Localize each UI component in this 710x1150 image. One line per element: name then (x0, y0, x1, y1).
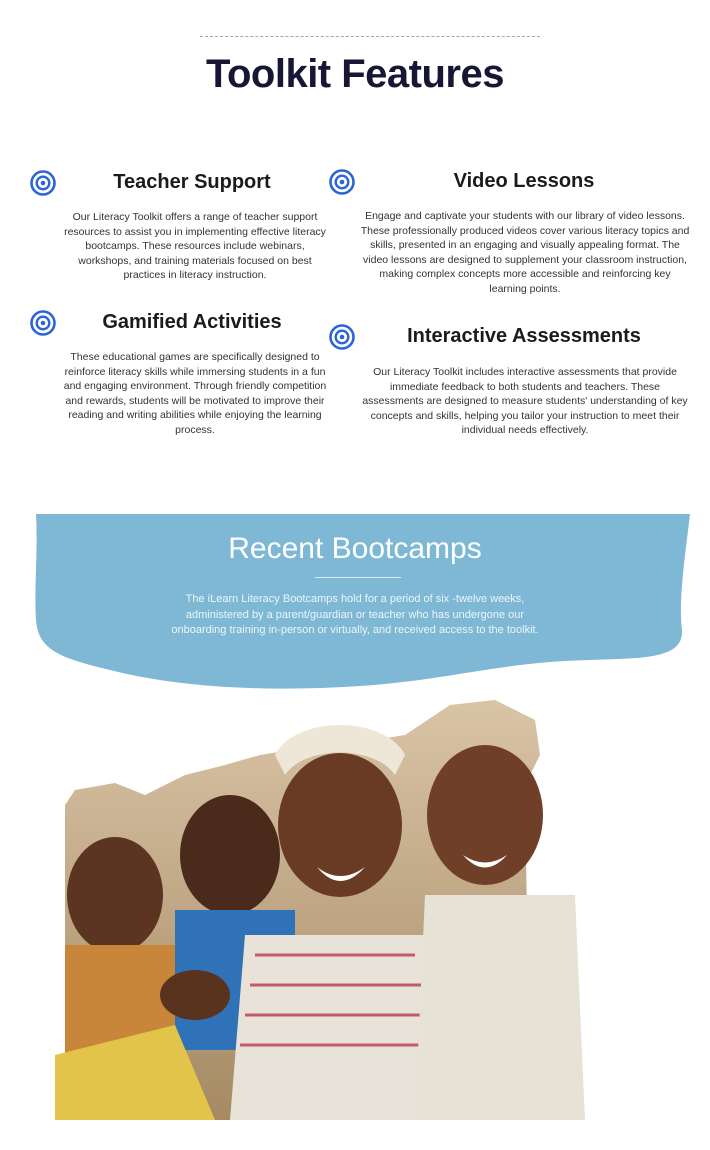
feature-title: Interactive Assessments (407, 325, 641, 347)
children-photo (55, 695, 585, 1120)
target-icon (329, 169, 355, 195)
target-icon (329, 324, 355, 350)
top-divider (200, 36, 540, 37)
feature-description: Our Literacy Toolkit offers a range of teacher support resources to assist you in implementing effective literacy bootcamps. These resources include webinars, workshops, and training materials focused on best practices in literacy instruction. (64, 211, 326, 282)
bootcamps-divider (315, 577, 401, 578)
feature-description: Engage and captivate your students with our library of video lessons. These professionally produced videos cover various literacy topics and skills, presented in an engaging and visually appealing format. The video lessons are designed to supplement your classroom instruction, making complex concepts more accessible and reinforcing key learning points. (360, 210, 690, 295)
bootcamps-description: The iLearn Literacy Bootcamps hold for a period of six -twelve weeks, administered by a parent/guardian or teacher who has undergone our onboarding training in-person or virtually, and received access to the toolkit. (171, 593, 539, 636)
feature-title: Video Lessons (453, 170, 595, 192)
bootcamps-title: Recent Bootcamps (228, 532, 482, 565)
feature-title: Gamified Activities (102, 311, 282, 333)
target-icon (30, 170, 56, 196)
feature-description: These educational games are specifically designed to reinforce literacy skills while immersing students in a fun and engaging environment. Through friendly competition and rewards, students will be motivated to improve their reading and writing abilities while enjoying the learning process. (63, 351, 327, 436)
target-icon (30, 310, 56, 336)
feature-description: Our Literacy Toolkit includes interactive assessments that provide immediate feedback to both students and teachers. These assessments are designed to measure students' understanding of key concepts and skills, helping you tailor your instruction to meet their individual needs effectively. (362, 366, 688, 437)
page-title: Toolkit Features (206, 52, 504, 96)
feature-title: Teacher Support (113, 171, 271, 193)
